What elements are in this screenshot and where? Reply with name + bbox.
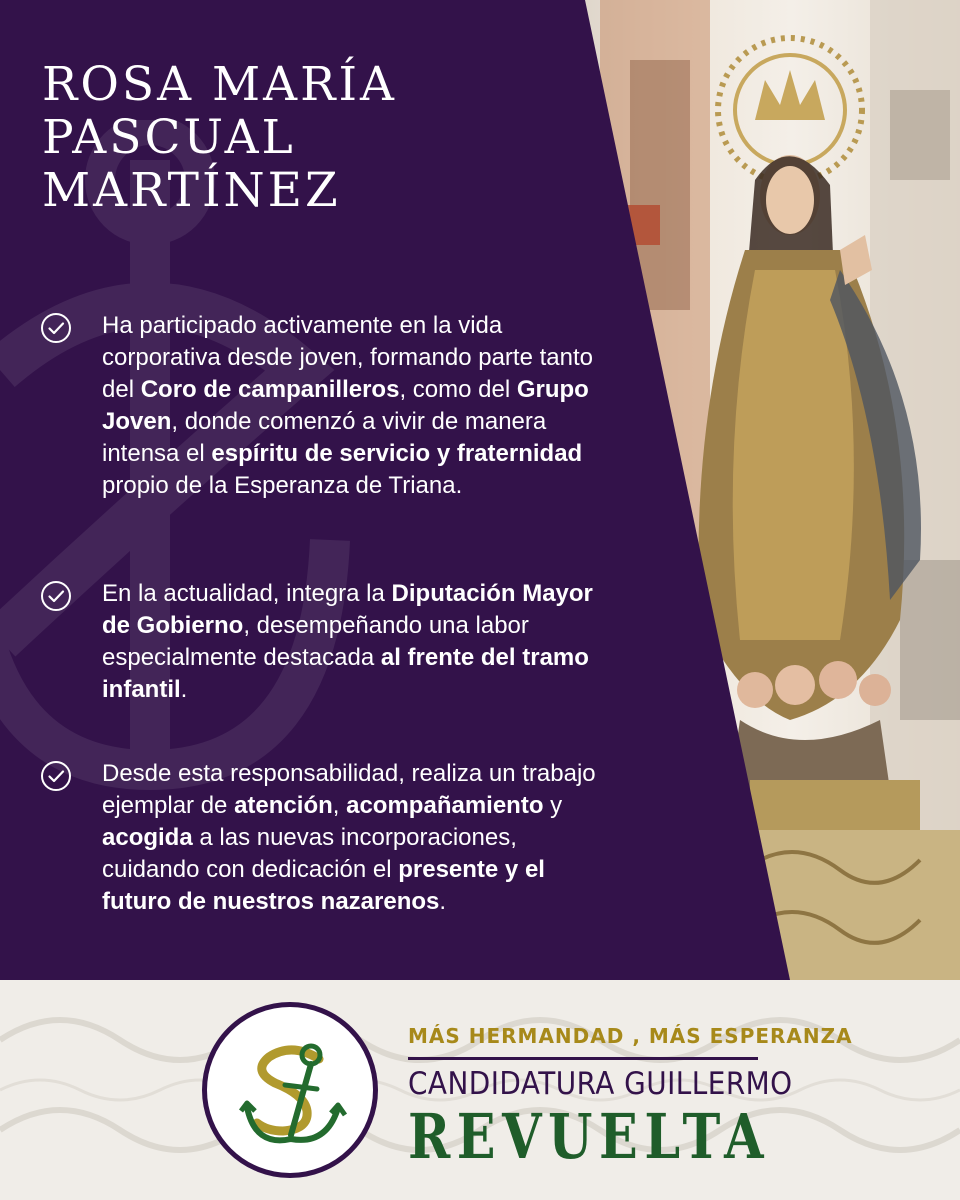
highlight-segment: Grupo Joven bbox=[102, 376, 589, 435]
bio-point-text bbox=[102, 758, 610, 918]
text-segment: , desempeñando una labor especialmente destacada bbox=[102, 612, 529, 671]
check-circle-icon bbox=[40, 312, 72, 344]
name-line-3: MARTÍNEZ bbox=[42, 163, 341, 219]
bio-point bbox=[40, 758, 610, 918]
text-segment: Ha participado activamente en la vida corporativa desde joven, formando parte tanto del bbox=[102, 312, 593, 403]
candidacy-logo bbox=[202, 1002, 378, 1178]
text-segment: propio de la Esperanza de Triana. bbox=[102, 472, 463, 499]
footer-banner bbox=[0, 980, 960, 1200]
highlight-segment: acogida bbox=[102, 824, 193, 851]
highlight-segment: presente y el futuro de nuestros nazarenos bbox=[102, 856, 545, 915]
text-segment: Desde esta responsabilidad, realiza un trabajo ejemplar de bbox=[102, 760, 596, 819]
slogan: MÁS HERMANDAD , MÁS ESPERANZA bbox=[408, 1024, 853, 1048]
text-segment: , como del bbox=[399, 376, 517, 403]
bio-point bbox=[40, 578, 610, 706]
divider bbox=[408, 1057, 758, 1060]
text-segment: . bbox=[180, 676, 188, 703]
highlight-segment: atención bbox=[234, 792, 333, 819]
name-line-2: PASCUAL bbox=[42, 110, 296, 166]
person-name-heading bbox=[42, 58, 562, 217]
name-line-1: ROSA MARÍA bbox=[42, 57, 397, 112]
text-segment: En la actualidad, integra la bbox=[102, 580, 392, 607]
candidate-surname: REVUELTA bbox=[408, 1100, 771, 1173]
text-segment: a las nuevas incorporaciones, cuidando con dedicación el bbox=[102, 824, 517, 883]
bio-point-text bbox=[102, 310, 610, 502]
anchor-logo-icon bbox=[207, 1007, 373, 1173]
bio-point bbox=[40, 310, 610, 502]
highlight-segment: Diputación Mayor de Gobierno bbox=[102, 580, 593, 639]
highlight-segment: Coro de campanilleros bbox=[140, 376, 400, 403]
candidacy-label: CANDIDATURA GUILLERMO bbox=[408, 1066, 793, 1102]
highlight-segment: acompañamiento bbox=[346, 792, 544, 819]
highlight-segment: espíritu de servicio y fraternidad bbox=[211, 440, 583, 467]
text-segment: , donde comenzó a vivir de manera intensa el bbox=[102, 408, 547, 467]
check-circle-icon bbox=[40, 760, 72, 792]
text-segment: , bbox=[332, 792, 347, 819]
bio-point-text bbox=[102, 578, 610, 706]
text-segment: . bbox=[439, 888, 447, 915]
check-circle-icon bbox=[40, 580, 72, 612]
text-segment: y bbox=[543, 792, 563, 819]
highlight-segment: al frente del tramo infantil bbox=[102, 644, 589, 703]
